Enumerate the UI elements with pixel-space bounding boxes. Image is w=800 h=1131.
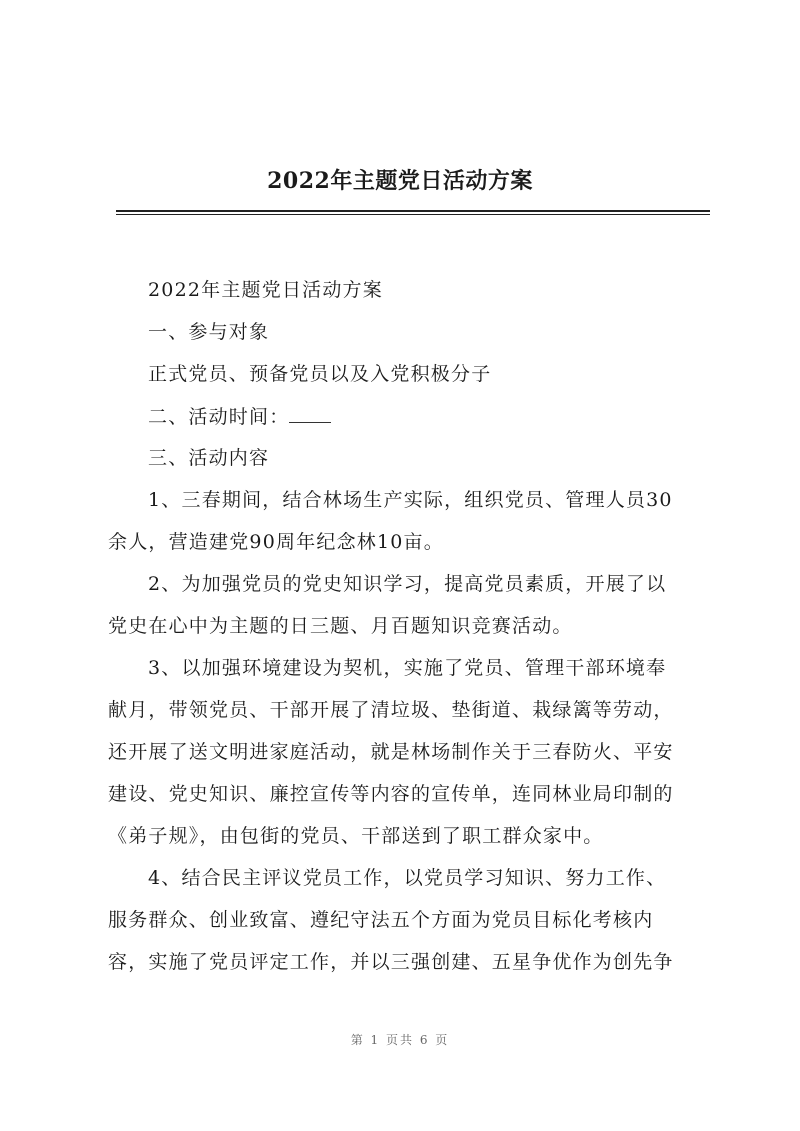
body-line: 1、三春期间，结合林场生产实际，组织党员、管理人员30 [148, 489, 673, 511]
body-line: 还开展了送文明进家庭活动，就是林场制作关于三春防火、平安 [108, 741, 674, 763]
body-line: 服务群众、创业致富、遵纪守法五个方面为党员目标化考核内 [108, 909, 654, 931]
document-title: 2022年主题党日活动方案 [267, 168, 533, 194]
body-line: 《弟子规》，由包街的党员、干部送到了职工群众家中。 [108, 825, 604, 847]
body-line: 党史在心中为主题的日三题、月百题知识竞赛活动。 [108, 615, 573, 637]
body-line: 3、以加强环境建设为契机，实施了党员、管理干部环境奉 [148, 657, 667, 679]
body-line: 容，实施了党员评定工作，并以三强创建、五星争优作为创先争 [108, 951, 674, 973]
section-heading-2-text: 二、活动时间： [148, 406, 290, 428]
section-heading-3: 三、活动内容 [148, 447, 270, 469]
fill-in-blank [289, 404, 331, 423]
title-divider [116, 210, 710, 212]
body-line: 4、结合民主评议党员工作，以党员学习知识、努力工作、 [148, 867, 667, 889]
body-line: 献月，带领党员、干部开展了清垃圾、垫街道、栽绿篱等劳动， [108, 699, 674, 721]
body-line: 2、为加强党员的党史知识学习，提高党员素质，开展了以 [148, 573, 667, 595]
section-heading-2 [148, 404, 748, 429]
body-line: 余人，营造建党90周年纪念林10亩。 [108, 531, 444, 553]
body-line: 建设、党史知识、廉控宣传等内容的宣传单，连同林业局印制的 [108, 783, 674, 805]
body-line: 正式党员、预备党员以及入党积极分子 [148, 363, 492, 385]
title-divider-thin [116, 214, 710, 215]
section-heading-1: 一、参与对象 [148, 321, 270, 343]
body-heading: 2022年主题党日活动方案 [148, 279, 383, 301]
page-footer: 第 1 页共 6 页 [350, 1033, 450, 1047]
